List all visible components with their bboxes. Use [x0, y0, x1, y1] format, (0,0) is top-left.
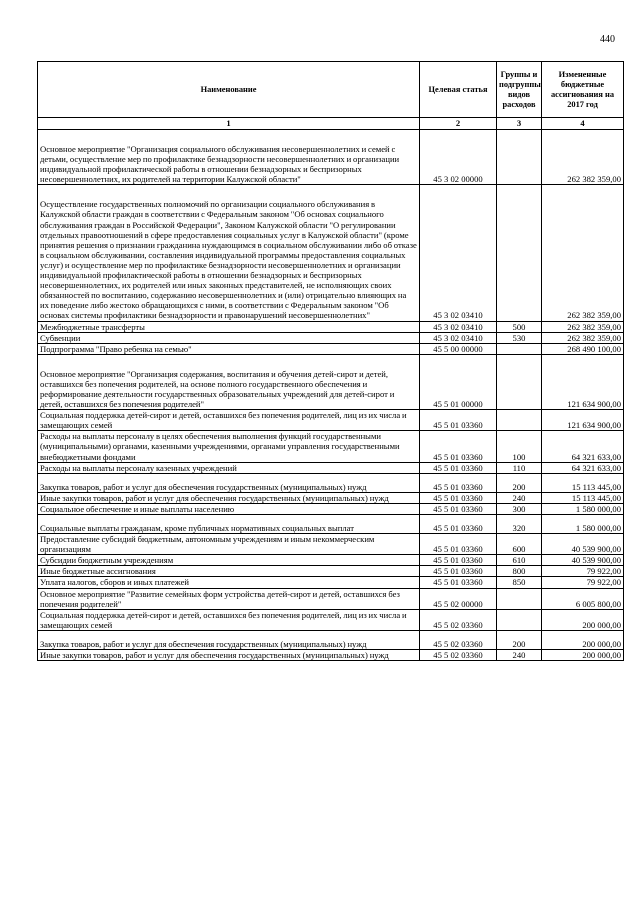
row-amount: 268 490 100,00	[542, 343, 624, 354]
table-row	[38, 332, 624, 343]
row-amount: 64 321 633,00	[542, 462, 624, 473]
row-code: 45 3 02 03410	[420, 332, 497, 343]
row-name: Подпрограмма "Право ребенка на семью"	[38, 343, 420, 354]
row-name: Социальные выплаты гражданам, кроме публичных нормативных социальных выплат	[40, 523, 354, 533]
row-code: 45 3 02 03410	[420, 185, 497, 321]
row-group: 610	[497, 555, 542, 566]
table-row	[38, 130, 624, 185]
row-group: 800	[497, 566, 542, 577]
row-group: 240	[497, 492, 542, 503]
table-row	[38, 555, 624, 566]
row-name: Социальная поддержка детей-сирот и детей, оставшихся без попечения родителей, лиц из их числа и замещающих семей	[38, 609, 420, 630]
row-name-cell	[38, 473, 420, 492]
table-row	[38, 354, 624, 409]
row-amount: 262 382 359,00	[542, 332, 624, 343]
row-name: Расходы на выплаты персоналу в целях обеспечения выполнения функций государственными (муниципальными) органами, казенными учреждениями, органами управления государственными внебюджетными фондами	[38, 431, 420, 462]
row-name: Межбюджетные трансферты	[38, 321, 420, 332]
row-name: Основное мероприятие "Развитие семейных форм устройства детей-сирот и детей, оставшихся без попечения родителей"	[38, 588, 420, 609]
table-row	[38, 515, 624, 534]
table-row	[38, 534, 624, 555]
row-name: Расходы на выплаты персоналу казенных учреждений	[38, 462, 420, 473]
row-group: 240	[497, 650, 542, 661]
row-code: 45 5 01 03360	[420, 534, 497, 555]
row-name: Социальное обеспечение и иные выплаты населению	[38, 503, 420, 514]
row-amount: 79 922,00	[542, 577, 624, 588]
row-group: 530	[497, 332, 542, 343]
table-row	[38, 343, 624, 354]
table-row	[38, 650, 624, 661]
row-group: 600	[497, 534, 542, 555]
row-code: 45 3 02 00000	[420, 130, 497, 185]
table-row	[38, 185, 624, 321]
row-amount: 121 634 900,00	[542, 410, 624, 431]
row-amount: 79 922,00	[542, 566, 624, 577]
row-amount: 64 321 633,00	[542, 431, 624, 462]
row-code: 45 5 02 03360	[420, 650, 497, 661]
row-code: 45 5 02 03360	[420, 630, 497, 649]
row-code: 45 5 02 00000	[420, 588, 497, 609]
row-amount: 262 382 359,00	[542, 130, 624, 185]
header-groups: Группы и подгруппы видов расходов	[497, 62, 542, 118]
row-group: 100	[497, 431, 542, 462]
row-amount: 200 000,00	[542, 630, 624, 649]
row-name: Иные закупки товаров, работ и услуг для обеспечения государственных (муниципальных) нужд	[38, 650, 420, 661]
column-number: 2	[420, 118, 497, 130]
table-row	[38, 588, 624, 609]
column-number: 4	[542, 118, 624, 130]
row-group	[497, 410, 542, 431]
row-code: 45 5 01 03360	[420, 566, 497, 577]
row-code: 45 5 01 03360	[420, 431, 497, 462]
column-number: 3	[497, 118, 542, 130]
row-amount: 1 580 000,00	[542, 503, 624, 514]
row-code: 45 5 02 03360	[420, 609, 497, 630]
table-row	[38, 473, 624, 492]
row-amount: 200 000,00	[542, 650, 624, 661]
row-amount: 6 005 800,00	[542, 588, 624, 609]
row-amount: 15 113 445,00	[542, 492, 624, 503]
row-name: Иные бюджетные ассигнования	[38, 566, 420, 577]
row-group	[497, 185, 542, 321]
row-name: Иные закупки товаров, работ и услуг для обеспечения государственных (муниципальных) нужд	[38, 492, 420, 503]
row-name: Основное мероприятие "Организация социального обслуживания несовершеннолетних и семей с детьми, осуществление мер по профилактике безнадзорности несовершеннолетних и организации индивидуальной профилактической работы в отношении безнадзорных и беспризорных несовершеннолетних, их родителей на территории Калужской области"	[40, 144, 400, 185]
row-amount: 200 000,00	[542, 609, 624, 630]
row-code: 45 5 00 00000	[420, 343, 497, 354]
row-amount: 40 539 900,00	[542, 555, 624, 566]
row-name: Осуществление государственных полномочий по организации социального обслуживания в Калужской области граждан в соответствии с Федеральным законом "Об основах социального обслуживания граждан в Российской Федерации", Законом Калужской области "О регулировании отдельных правоотношений в сфере предоставления социальных услуг в Калужской области" (кроме принятия решения о признании гражданина нуждающимся в социальном обслуживании либо об отказе в социальном обслуживании, составления индивидуальной программы предоставления социальных услуг) и осуществление мер по профилактике безнадзорности несовершеннолетних и организации индивидуальной профилактической работы в отношении безнадзорных и беспризорных несовершеннолетних, их родителей или иных законных представителей, не исполняющих своих обязанностей по воспитанию, содержанию несовершеннолетних и (или) отрицательно влияющих на их поведение либо жестоко обращающихся с ними, в соответствии с Федеральным законом "Об основах системы профилактики безнадзорности и правонарушений несовершеннолетних"	[40, 199, 417, 321]
table-row	[38, 503, 624, 514]
header-amount: Измененные бюджетные ассигнования на 2017 год	[542, 62, 624, 118]
row-group: 110	[497, 462, 542, 473]
row-amount: 1 580 000,00	[542, 515, 624, 534]
row-name: Предоставление субсидий бюджетным, автономным учреждениям и иным некоммерческим организациям	[38, 534, 420, 555]
row-amount: 15 113 445,00	[542, 473, 624, 492]
row-group: 320	[497, 515, 542, 534]
row-name-cell	[38, 515, 420, 534]
row-amount: 262 382 359,00	[542, 185, 624, 321]
table-row	[38, 462, 624, 473]
row-name: Социальная поддержка детей-сирот и детей, оставшихся без попечения родителей, лиц из их числа и замещающих семей	[38, 410, 420, 431]
row-group: 850	[497, 577, 542, 588]
budget-table	[37, 61, 624, 661]
header-target: Целевая статья	[420, 62, 497, 118]
row-code: 45 5 01 03360	[420, 503, 497, 514]
table-row	[38, 566, 624, 577]
column-number-row	[38, 118, 624, 130]
row-group: 300	[497, 503, 542, 514]
row-amount: 262 382 359,00	[542, 321, 624, 332]
row-name: Уплата налогов, сборов и иных платежей	[38, 577, 420, 588]
table-row	[38, 492, 624, 503]
table-row	[38, 577, 624, 588]
row-name-cell	[38, 354, 420, 409]
table-row	[38, 321, 624, 332]
row-group: 200	[497, 473, 542, 492]
row-name: Основное мероприятие "Организация содержания, воспитания и обучения детей-сирот и детей, оставшихся без попечения родителей, на основе полного государственного обеспечения и реформирование деятельности государственных образовательных учреждений для детей-сирот и детей, оставшихся без попечения родителей"	[40, 368, 395, 410]
row-name: Закупка товаров, работ и услуг для обеспечения государственных (муниципальных) нужд	[40, 638, 367, 649]
header-row	[38, 62, 624, 118]
row-group	[497, 609, 542, 630]
row-code: 45 5 01 03360	[420, 473, 497, 492]
row-name: Закупка товаров, работ и услуг для обеспечения государственных (муниципальных) нужд	[40, 481, 367, 492]
table-row	[38, 609, 624, 630]
row-code: 45 5 01 03360	[420, 492, 497, 503]
row-group	[497, 588, 542, 609]
row-name-cell	[38, 630, 420, 649]
row-code: 45 5 01 00000	[420, 354, 497, 409]
table-row	[38, 410, 624, 431]
table-row	[38, 431, 624, 462]
row-name-cell	[38, 185, 420, 321]
column-number: 1	[38, 118, 420, 130]
header-name: Наименование	[38, 62, 420, 118]
row-amount: 40 539 900,00	[542, 534, 624, 555]
row-name-cell	[38, 130, 420, 185]
row-code: 45 5 01 03360	[420, 515, 497, 534]
page-number: 440	[600, 34, 615, 45]
row-group	[497, 343, 542, 354]
table-row	[38, 630, 624, 649]
row-group	[497, 130, 542, 185]
row-group	[497, 354, 542, 409]
row-group: 500	[497, 321, 542, 332]
row-amount: 121 634 900,00	[542, 354, 624, 409]
row-code: 45 3 02 03410	[420, 321, 497, 332]
row-code: 45 5 01 03360	[420, 555, 497, 566]
row-code: 45 5 01 03360	[420, 462, 497, 473]
row-name: Субсидии бюджетным учреждениям	[38, 555, 420, 566]
row-name: Субвенции	[38, 332, 420, 343]
row-code: 45 5 01 03360	[420, 577, 497, 588]
row-group: 200	[497, 630, 542, 649]
row-code: 45 5 01 03360	[420, 410, 497, 431]
